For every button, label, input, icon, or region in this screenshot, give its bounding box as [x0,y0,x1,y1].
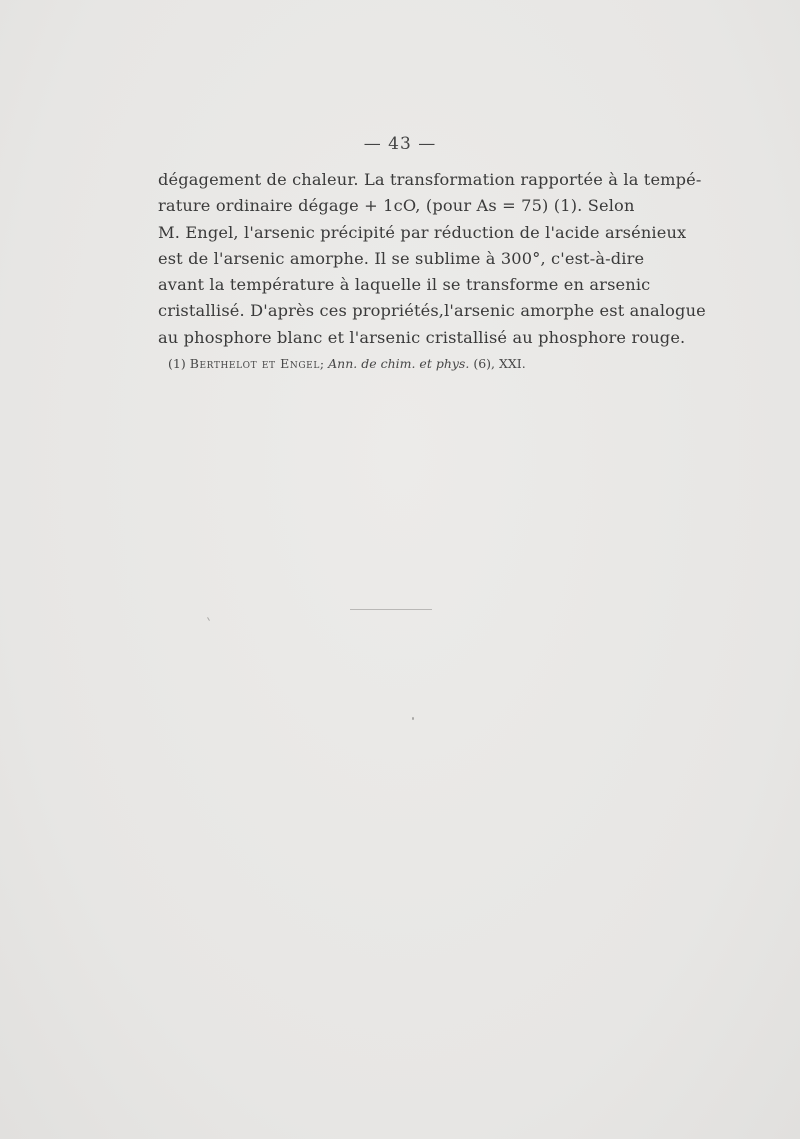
paragraph-line: au phosphore blanc et l'arsenic cristallisé au phosphore rouge. [158,327,686,347]
footnote-authors: Berthelot et Engel [189,356,320,371]
footnote-marker: (1) [168,356,186,371]
end-rule [350,609,432,610]
footnote-separator: ; [319,356,325,371]
paragraph-line: est de l'arsenic amorphe. Il se sublime à 300°, c'est-à-dire [158,248,645,268]
body-paragraph [158,167,706,351]
paragraph-line: rature ordinaire dégage + 1cO, (pour As = 75) (1). Selon [158,196,635,216]
footnote-journal: Ann. de chim. et phys. [328,356,470,371]
paper-speck [207,617,210,621]
page-number: — 43 — [363,134,437,154]
paragraph-line: cristallisé. D'après ces propriétés,l'arsenic amorphe est analogue [158,301,706,321]
footnote [168,356,526,371]
paragraph-line: dégagement de chaleur. La transformation rapportée à la tempé- [158,170,702,189]
paper-speck [412,717,414,720]
footnote-details: (6), XXI. [473,356,526,371]
paragraph-line: avant la température à laquelle il se transforme en arsenic [158,275,651,295]
paragraph-line: M. Engel, l'arsenic précipité par réduction de l'acide arsénieux [158,222,687,242]
